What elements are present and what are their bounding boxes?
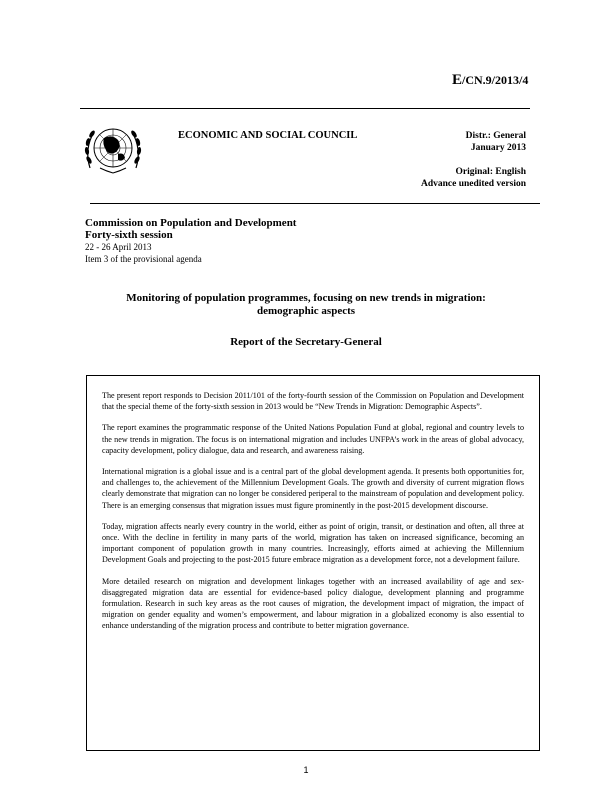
symbol-prefix: E [452, 72, 463, 88]
summary-paragraph: The present report responds to Decision 2011/101 of the forty-fourth session of the Commission on Population and Development that the special theme of the forty-sixth session in 2013 would be “New Trends in Migration: Demographic Aspects”. [102, 391, 524, 412]
header-rule [90, 203, 540, 204]
report-subtitle: Report of the Secretary-General [230, 336, 382, 348]
distribution-block [466, 130, 526, 154]
distribution: Distr.: General [465, 131, 526, 141]
report-title-line2: demographic aspects [256, 305, 356, 317]
summary-paragraph: International migration is a global issue and is a central part of the global development agenda. It presents both opportunities for, and challenges to, the achievement of the Millennium Development Goals. The growth and diversity of current migration flows clearly demonstrate that migration can no longer be considered periperal to the mainstream of population and development policy. There is an emerging consensus that migration issues must figure prominently in the post-2015 development discourse. [102, 467, 524, 510]
original-language: Original: English [455, 167, 526, 177]
agenda-item: Item 3 of the provisional agenda [85, 254, 202, 264]
language-block [421, 166, 526, 190]
top-rule [80, 108, 530, 109]
session: Forty-sixth session [85, 229, 173, 241]
un-emblem-icon [82, 118, 144, 180]
report-title [90, 292, 522, 318]
issue-date: January 2013 [470, 143, 526, 153]
summary-paragraph: The report examines the programmatic response of the United Nations Population Fund at global, regional and country levels to the new trends in migration. The focus is on international migration and includes UNFPA’s work in the areas of global advocacy, capacity development, policy dialogue, data and research, and awareness raising. [102, 423, 524, 455]
symbol-rest: /CN.9/2013/4 [462, 73, 529, 87]
report-title-line1: Monitoring of population programmes, focusing on new trends in migration: [126, 292, 486, 304]
document-symbol [452, 72, 528, 89]
session-dates: 22 - 26 April 2013 [85, 242, 152, 252]
summary-box [86, 375, 540, 751]
summary-paragraph: Today, migration affects nearly every country in the world, either as point of origin, transit, or destination and often, all three at once. With the decline in fertility in many parts of the world, migration has taken on increased significance, becoming an important component of population growth in many countries. Increasingly, efforts aimed at achieving the Millennium Development Goals and projecting to the post-2015 future embrace migration as a development force, not a development failure. [102, 521, 524, 565]
page-number: 1 [303, 765, 309, 775]
version-note: Advance unedited version [420, 179, 526, 189]
commission-name: Commission on Population and Development [85, 217, 297, 229]
commission-block [85, 217, 296, 265]
summary-paragraph: More detailed research on migration and development linkages together with an increased availability of age and sex-disaggregated migration data are essential for evidence-based policy dialogue, development planning and programme formulation. Research in such key areas as the root causes of migration, the development impact of migration, the impact of migration on gender equality and women’s empowerment, and labour migration in a globalized economy is also essential to enhance understanding of the migration process and contribute to better migration governance. [102, 576, 524, 631]
council-name: ECONOMIC AND SOCIAL COUNCIL [178, 130, 358, 141]
